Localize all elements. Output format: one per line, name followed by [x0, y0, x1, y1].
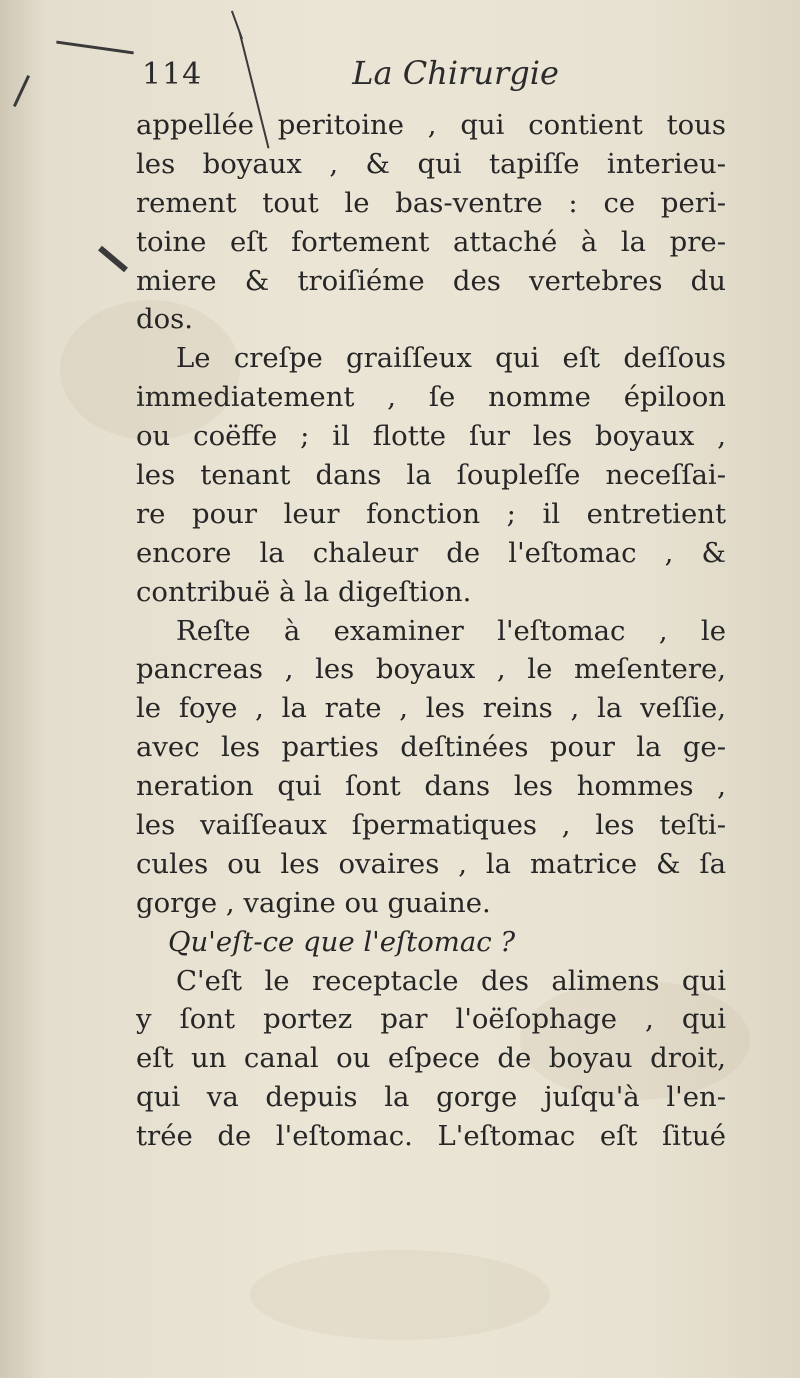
text-line: dos. — [136, 303, 194, 336]
text-line: qui va depuis la gorge juſqu'à l'en- — [136, 1081, 726, 1114]
text-line: trée de l'eſtomac. L'eſtomac eſt ſitué — [136, 1120, 726, 1153]
text-line: pancreas , les boyaux , le meſentere, — [136, 653, 726, 686]
ink-stroke — [56, 41, 134, 55]
text-line: les vaiſſeaux ſpermatiques , les teſti- — [136, 809, 726, 842]
text-line: re pour leur fonction ; il entretient — [136, 497, 726, 530]
body-text — [136, 106, 726, 1156]
text-line: le foye , la rate , les reins , la veſſie, — [136, 692, 726, 725]
text-line: C'eſt le receptacle des alimens qui — [176, 964, 726, 997]
text-line: cules ou les ovaires , la matrice & ſa — [136, 847, 726, 880]
text-line: eſt un canal ou eſpece de boyau droit, — [136, 1042, 726, 1075]
text-line: les tenant dans la ſoupleſſe neceſſai- — [136, 459, 726, 492]
text-line: miere & troiſiéme des vertebres du — [136, 264, 726, 297]
page-header — [142, 54, 722, 104]
text-line: neration qui ſont dans les hommes , — [136, 770, 726, 803]
text-line: Le creſpe graiſſeux qui eſt deſſous — [176, 342, 726, 375]
text-line: contribuë à la digeſtion. — [136, 575, 472, 608]
text-line: encore la chaleur de l'eſtomac , & — [136, 536, 726, 569]
page-number: 114 — [142, 57, 203, 92]
text-line: ou coëffe ; il flotte ſur les boyaux , — [136, 420, 726, 453]
text-line: Reſte à examiner l'eſtomac , le — [176, 614, 726, 647]
ink-stroke — [13, 75, 30, 107]
text-line: immediatement , ſe nomme épiloon — [136, 381, 726, 414]
text-line: y ſont portez par l'oëſophage , qui — [136, 1003, 726, 1036]
text-line: rement tout le bas-ventre : ce peri- — [136, 186, 726, 219]
text-line: les boyaux , & qui tapiſſe interieu- — [136, 147, 726, 180]
paper-stain — [250, 1250, 550, 1340]
text-line: appellée peritoine , qui contient tous — [136, 109, 726, 141]
text-line: gorge , vagine ou guaine. — [136, 886, 491, 919]
text-line: avec les parties deſtinées pour la ge- — [136, 731, 726, 764]
running-head: La Chirurgie — [352, 54, 559, 92]
text-line: toine eſt fortement attaché à la pre- — [136, 225, 726, 258]
ink-stroke — [98, 246, 128, 272]
section-question: Qu'eſt-ce que l'eſtomac ? — [168, 925, 516, 958]
